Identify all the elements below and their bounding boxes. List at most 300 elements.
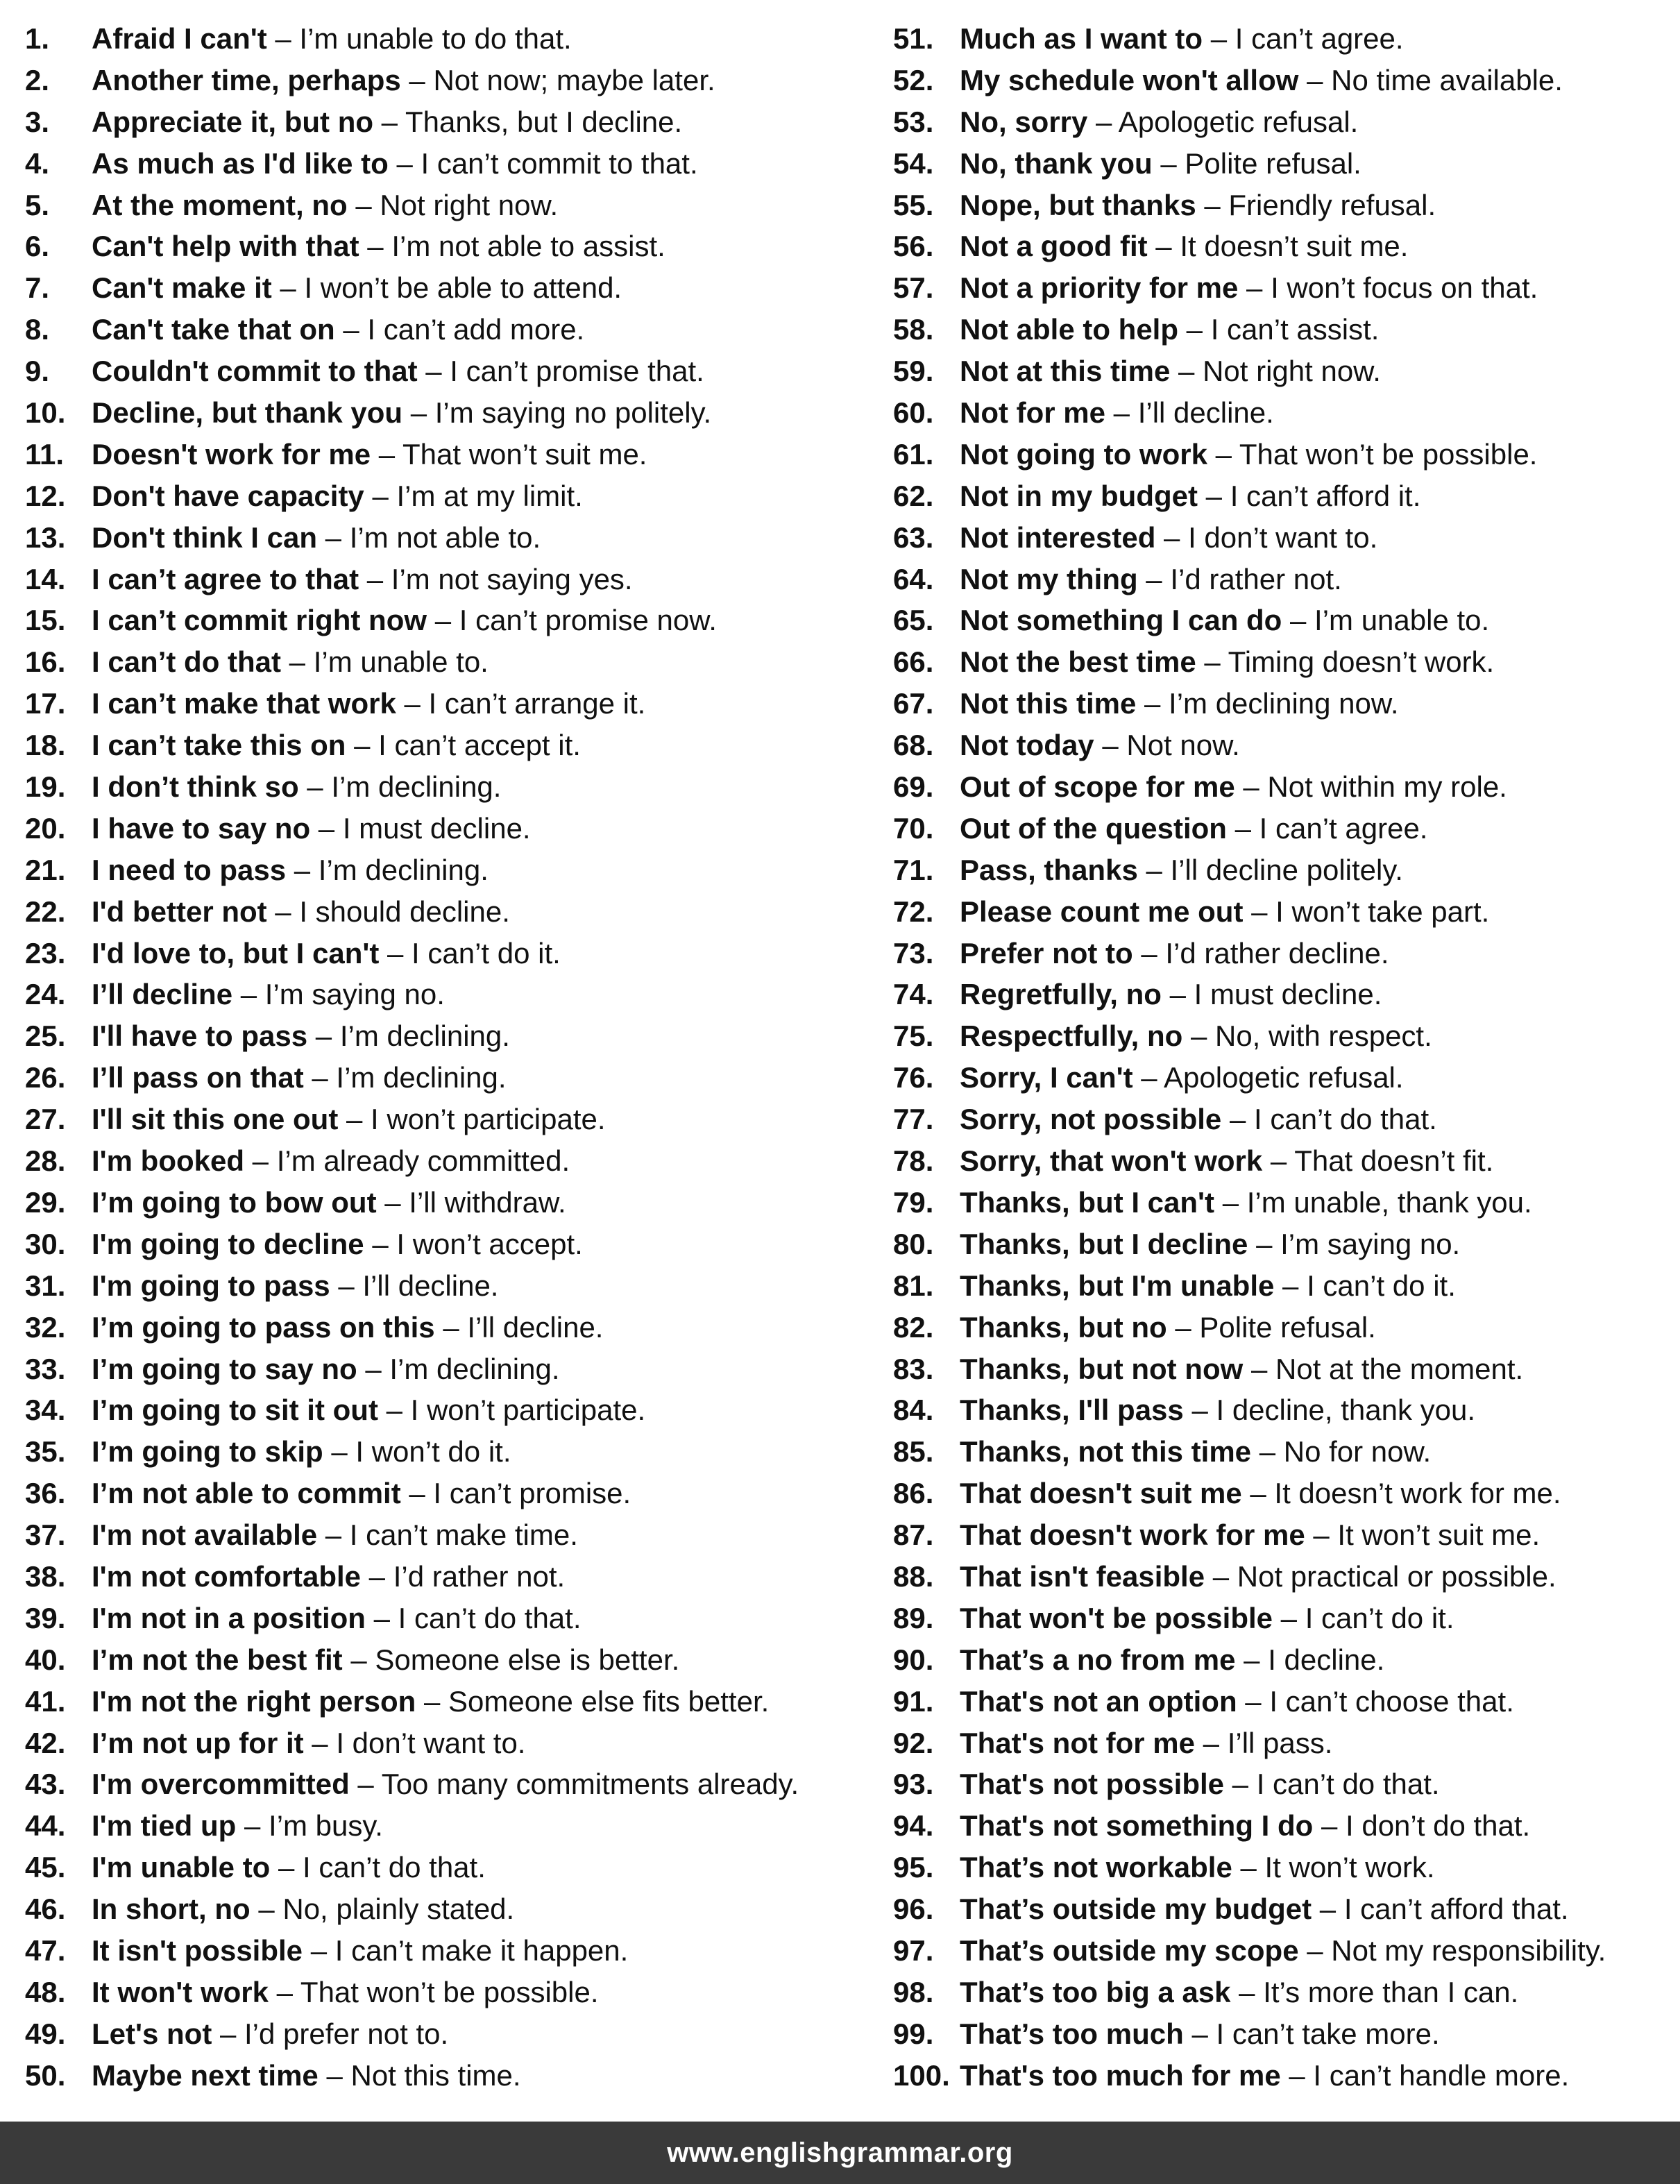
item-meaning: I’d rather not. (1170, 562, 1342, 595)
item-number: 22. (25, 895, 66, 928)
item-number: 70. (893, 811, 934, 845)
item-number: 75. (893, 1019, 934, 1053)
item-phrase: I'm not in a position (92, 1601, 366, 1634)
item-meaning: I’m declining. (339, 1019, 510, 1053)
item-separator: – (1273, 1601, 1305, 1634)
item-text (92, 1727, 525, 1759)
item-number: 78. (893, 1144, 934, 1178)
item-phrase: Not at this time (960, 355, 1171, 388)
item-number: 24. (25, 978, 66, 1011)
item-meaning: It doesn’t suit me. (1180, 230, 1409, 263)
item-number: 86. (893, 1477, 934, 1510)
item-number: 59. (893, 355, 934, 388)
item-text (960, 813, 1427, 844)
item-separator: – (1155, 520, 1189, 554)
item-phrase: I can’t agree to that (92, 562, 359, 595)
item-separator: – (236, 1809, 269, 1843)
item-separator: – (281, 645, 314, 679)
item-separator: – (298, 770, 332, 804)
item-meaning: I decline, thank you. (1216, 1394, 1476, 1427)
item-phrase: I'll have to pass (92, 1019, 308, 1053)
item-meaning: I don’t want to. (1188, 520, 1378, 554)
item-separator: – (1280, 2058, 1314, 2092)
item-text (960, 480, 1420, 511)
item-number: 39. (25, 1601, 66, 1634)
item-separator: – (1195, 1726, 1228, 1759)
item-number: 60. (893, 396, 934, 430)
item-phrase: I'm not the right person (92, 1684, 416, 1718)
item-phrase: That’s a no from me (960, 1643, 1236, 1676)
item-text (92, 979, 445, 1010)
item-text (92, 1020, 510, 1051)
item-separator: – (1251, 1435, 1284, 1468)
item-text (960, 1312, 1376, 1343)
item-separator: – (1298, 63, 1332, 96)
item-meaning: I can’t do it. (1305, 1601, 1454, 1634)
item-separator: – (1226, 811, 1259, 845)
item-phrase: Couldn't commit to that (92, 355, 418, 388)
item-separator: – (232, 978, 265, 1011)
item-meaning: I’d prefer not to. (244, 2017, 449, 2050)
item-separator: – (317, 520, 350, 554)
item-phrase: That won't be possible (960, 1601, 1273, 1634)
item-phrase: No, thank you (960, 146, 1153, 180)
item-phrase: That's not possible (960, 1768, 1225, 1801)
item-separator: – (365, 1601, 398, 1634)
item-number: 89. (893, 1601, 934, 1634)
item-meaning: Not now. (1126, 729, 1240, 762)
item-text (92, 1768, 799, 1800)
item-meaning: I can’t afford it. (1230, 479, 1421, 512)
item-separator: – (1105, 396, 1138, 430)
item-number: 69. (893, 770, 934, 804)
item-text (960, 1644, 1384, 1675)
item-text (92, 854, 489, 886)
item-phrase: Not a good fit (960, 230, 1148, 263)
item-phrase: I can’t commit right now (92, 604, 427, 637)
item-meaning: Not at the moment. (1275, 1352, 1524, 1385)
item-separator: – (1170, 355, 1203, 388)
item-number: 37. (25, 1518, 66, 1552)
item-phrase: I'd love to, but I can't (92, 936, 380, 970)
item-phrase: Another time, perhaps (92, 63, 401, 96)
item-meaning: I’m at my limit. (396, 479, 583, 512)
item-phrase: I'm booked (92, 1144, 245, 1178)
item-number: 12. (25, 479, 66, 512)
item-separator: – (212, 2017, 245, 2050)
item-number: 82. (893, 1310, 934, 1344)
item-separator: – (427, 604, 459, 637)
item-phrase: Thanks, but no (960, 1310, 1167, 1344)
item-separator: – (270, 1851, 303, 1884)
item-phrase: That’s not workable (960, 1851, 1232, 1884)
item-separator: – (338, 1103, 371, 1136)
item-text (960, 938, 1389, 969)
item-text (960, 1436, 1431, 1467)
item-text (92, 1228, 583, 1260)
item-meaning: I can’t afford that. (1343, 1893, 1569, 1926)
item-meaning: I won’t participate. (371, 1103, 606, 1136)
item-meaning: Too many commitments already. (381, 1768, 799, 1801)
item-meaning: I’m declining now. (1169, 687, 1399, 720)
item-text (92, 2018, 448, 2049)
item-meaning: I’m declining. (336, 1061, 507, 1094)
item-meaning: Thanks, but I decline. (405, 105, 683, 138)
item-phrase: Appreciate it, but no (92, 105, 374, 138)
item-separator: – (1230, 1975, 1264, 2008)
item-phrase: Prefer not to (960, 936, 1133, 970)
item-number: 79. (893, 1185, 934, 1219)
item-number: 5. (25, 188, 50, 221)
item-number: 72. (893, 895, 934, 928)
item-separator: – (317, 1518, 350, 1552)
item-text (92, 771, 501, 802)
item-meaning: I’ll decline. (362, 1269, 499, 1302)
item-text (92, 439, 647, 470)
item-text (92, 1145, 570, 1176)
item-phrase: Maybe next time (92, 2058, 319, 2092)
item-number: 87. (893, 1518, 934, 1552)
item-separator: – (364, 479, 397, 512)
item-number: 7. (25, 271, 50, 305)
item-phrase: That doesn't work for me (960, 1518, 1305, 1552)
item-number: 51. (893, 22, 934, 55)
item-number: 14. (25, 562, 66, 595)
item-meaning: I can’t do it. (1307, 1269, 1456, 1302)
item-phrase: Thanks, not this time (960, 1435, 1252, 1468)
item-separator: – (349, 1768, 382, 1801)
item-number: 15. (25, 604, 66, 637)
item-phrase: I'm not comfortable (92, 1559, 362, 1593)
item-number: 38. (25, 1559, 66, 1593)
item-meaning: I’m saying no politely. (434, 396, 712, 430)
item-meaning: That won’t be possible. (1239, 437, 1538, 471)
item-text (960, 771, 1507, 802)
item-number: 33. (25, 1352, 66, 1385)
item-meaning: I must decline. (342, 811, 531, 845)
item-phrase: Not something I can do (960, 604, 1282, 637)
item-text (92, 1686, 769, 1717)
item-text (960, 896, 1489, 927)
item-separator: – (379, 936, 412, 970)
item-text (960, 729, 1240, 761)
item-number: 92. (893, 1726, 934, 1759)
item-separator: – (1243, 895, 1276, 928)
item-phrase: No, sorry (960, 105, 1088, 138)
item-separator: – (1232, 1851, 1265, 1884)
item-meaning: I’m declining. (318, 853, 489, 886)
item-separator: – (1305, 1518, 1338, 1552)
item-separator: – (1234, 770, 1268, 804)
item-phrase: I'm not available (92, 1518, 318, 1552)
item-phrase: Regretfully, no (960, 978, 1162, 1011)
item-text (960, 1893, 1569, 1924)
item-phrase: It won't work (92, 1975, 269, 2008)
item-text (92, 1644, 679, 1675)
item-text (92, 1810, 383, 1841)
item-meaning: I won’t focus on that. (1271, 271, 1538, 305)
item-number: 18. (25, 729, 66, 762)
item-number: 63. (893, 520, 934, 554)
item-text (960, 854, 1403, 886)
item-separator: – (416, 1684, 449, 1718)
item-number: 56. (893, 230, 934, 263)
item-separator: – (1183, 2017, 1216, 2050)
item-number: 48. (25, 1975, 66, 2008)
item-meaning: I don’t want to. (336, 1726, 526, 1759)
item-text (92, 23, 572, 54)
item-phrase: Thanks, I'll pass (960, 1394, 1184, 1427)
item-text (92, 148, 698, 179)
item-number: 67. (893, 687, 934, 720)
item-number: 27. (25, 1103, 66, 1136)
item-text (960, 230, 1408, 262)
item-meaning: I’d rather not. (393, 1559, 566, 1593)
item-meaning: I won’t do it. (355, 1435, 511, 1468)
item-phrase: That’s outside my budget (960, 1893, 1312, 1926)
item-separator: – (342, 1643, 375, 1676)
item-meaning: I’ll decline. (1137, 396, 1274, 430)
item-text (92, 397, 711, 428)
item-text (960, 1187, 1532, 1218)
item-meaning: I’m busy. (269, 1809, 383, 1843)
item-meaning: I’m unable, thank you. (1246, 1185, 1532, 1219)
item-number: 46. (25, 1893, 66, 1926)
item-number: 93. (893, 1768, 934, 1801)
item-meaning: That doesn’t fit. (1294, 1144, 1494, 1178)
item-text (92, 65, 715, 96)
item-number: 41. (25, 1684, 66, 1718)
item-number: 25. (25, 1019, 66, 1053)
item-separator: – (330, 1269, 363, 1302)
item-text (960, 65, 1563, 96)
item-text (960, 189, 1436, 221)
item-phrase: Please count me out (960, 895, 1244, 928)
item-text (960, 1394, 1475, 1425)
item-number: 10. (25, 396, 66, 430)
item-text (960, 439, 1537, 470)
item-meaning: Someone else fits better. (448, 1684, 770, 1718)
item-meaning: I decline. (1268, 1643, 1385, 1676)
item-phrase: I’m not able to commit (92, 1477, 401, 1510)
item-number: 74. (893, 978, 934, 1011)
item-number: 42. (25, 1726, 66, 1759)
item-separator: – (1224, 1768, 1257, 1801)
item-text (92, 1394, 645, 1425)
item-text (960, 23, 1404, 54)
item-text (92, 688, 645, 719)
item-number: 44. (25, 1809, 66, 1843)
item-separator: – (371, 437, 402, 471)
item-phrase: Can't take that on (92, 313, 335, 346)
item-meaning: Not now; maybe later. (433, 63, 715, 96)
item-number: 96. (893, 1893, 934, 1926)
item-separator: – (1214, 1185, 1247, 1219)
item-meaning: I’m already committed. (276, 1144, 570, 1178)
item-meaning: Timing doesn’t work. (1228, 645, 1495, 679)
item-number: 58. (893, 313, 934, 346)
item-number: 73. (893, 936, 934, 970)
item-phrase: I'm going to pass (92, 1269, 330, 1302)
item-phrase: I’m going to skip (92, 1435, 323, 1468)
item-phrase: Thanks, but I can't (960, 1185, 1215, 1219)
item-phrase: I'm unable to (92, 1851, 271, 1884)
item-meaning: I must decline. (1194, 978, 1382, 1011)
item-text (92, 938, 561, 969)
item-number: 13. (25, 520, 66, 554)
item-text (960, 2018, 1440, 2049)
item-number: 20. (25, 811, 66, 845)
item-phrase: That doesn't suit me (960, 1477, 1242, 1510)
item-separator: – (1161, 978, 1194, 1011)
item-meaning: I can’t choose that. (1269, 1684, 1514, 1718)
item-text (960, 1686, 1514, 1717)
item-phrase: Not able to help (960, 313, 1178, 346)
item-separator: – (303, 1726, 337, 1759)
item-number: 31. (25, 1269, 66, 1302)
item-meaning: I can’t do it. (411, 936, 561, 970)
item-separator: – (1313, 1809, 1346, 1843)
item-meaning: Apologetic refusal. (1118, 105, 1359, 138)
item-separator: – (1087, 105, 1119, 138)
item-number: 8. (25, 313, 50, 346)
item-phrase: I can’t do that (92, 645, 281, 679)
item-separator: – (402, 396, 435, 430)
item-number: 76. (893, 1061, 934, 1094)
item-phrase: I'd better not (92, 895, 267, 928)
item-phrase: I need to pass (92, 853, 287, 886)
item-text (960, 2060, 1569, 2091)
item-phrase: Sorry, that won't work (960, 1144, 1263, 1178)
item-separator: – (303, 1933, 335, 1967)
item-separator: – (1235, 1643, 1269, 1676)
item-meaning: I’m saying no. (1280, 1227, 1461, 1260)
item-text (92, 1478, 631, 1509)
item-phrase: Afraid I can't (92, 22, 267, 55)
item-separator: – (1197, 479, 1230, 512)
item-text (92, 1187, 566, 1218)
item-meaning: Not practical or possible. (1237, 1559, 1556, 1593)
item-meaning: I’m declining. (389, 1352, 560, 1385)
item-text (960, 688, 1399, 719)
item-meaning: Apologetic refusal. (1164, 1061, 1404, 1094)
item-separator: – (1262, 1144, 1295, 1178)
item-text (92, 1602, 582, 1634)
item-phrase: Not the best time (960, 645, 1196, 679)
item-separator: – (1274, 1269, 1307, 1302)
item-separator: – (434, 1310, 468, 1344)
item-meaning: I can’t agree. (1259, 811, 1428, 845)
item-phrase: I don’t think so (92, 770, 299, 804)
item-text (960, 1727, 1332, 1759)
item-text (960, 106, 1358, 137)
item-separator: – (266, 895, 300, 928)
item-meaning: I can’t make time. (349, 1518, 578, 1552)
item-text (960, 1353, 1523, 1385)
item-phrase: I'm tied up (92, 1809, 237, 1843)
item-phrase: I can’t make that work (92, 687, 396, 720)
item-separator: – (1298, 1933, 1332, 1967)
item-phrase: That isn't feasible (960, 1559, 1205, 1593)
item-separator: – (244, 1144, 277, 1178)
item-number: 84. (893, 1394, 934, 1427)
item-meaning: No, with respect. (1214, 1019, 1432, 1053)
item-text (92, 1561, 565, 1592)
item-text (92, 272, 622, 303)
item-separator: – (334, 313, 368, 346)
item-number: 95. (893, 1851, 934, 1884)
item-text (960, 1768, 1440, 1800)
item-phrase: That’s too big a ask (960, 1975, 1231, 2008)
item-meaning: It won’t work. (1264, 1851, 1435, 1884)
item-separator: – (373, 105, 405, 138)
item-phrase: Let's not (92, 2017, 212, 2050)
item-number: 17. (25, 687, 66, 720)
item-text (92, 480, 583, 511)
item-phrase: Not today (960, 729, 1094, 762)
item-phrase: That’s too much (960, 2017, 1184, 2050)
item-text (92, 1852, 486, 1883)
item-meaning: I can’t take more. (1216, 2017, 1440, 2050)
item-separator: – (1196, 645, 1228, 679)
item-phrase: Not my thing (960, 562, 1138, 595)
item-number: 29. (25, 1185, 66, 1219)
item-separator: – (1203, 22, 1235, 55)
item-number: 66. (893, 645, 934, 679)
item-text (960, 604, 1489, 636)
item-meaning: I can’t do that. (398, 1601, 582, 1634)
item-separator: – (271, 271, 305, 305)
footer-url[interactable]: www.englishgrammar.org (667, 2137, 1013, 2168)
item-meaning: That won’t suit me. (402, 437, 647, 471)
item-separator: – (1182, 1019, 1215, 1053)
item-phrase: I'm overcommitted (92, 1768, 350, 1801)
item-number: 28. (25, 1144, 66, 1178)
item-phrase: Not this time (960, 687, 1137, 720)
item-text (960, 564, 1342, 595)
item-meaning: It’s more than I can. (1263, 1975, 1519, 2008)
item-number: 49. (25, 2017, 66, 2050)
item-number: 98. (893, 1975, 934, 2008)
item-meaning: I can’t promise. (433, 1477, 631, 1510)
item-text (92, 1103, 606, 1135)
item-phrase: Doesn't work for me (92, 437, 371, 471)
item-number: 100. (893, 2058, 950, 2092)
item-separator: – (346, 729, 379, 762)
item-meaning: I’ll withdraw. (409, 1185, 566, 1219)
item-separator: – (1237, 1684, 1270, 1718)
item-separator: – (1137, 562, 1171, 595)
item-meaning: No, plainly stated. (282, 1893, 515, 1926)
item-phrase: Sorry, not possible (960, 1103, 1222, 1136)
item-number: 3. (25, 105, 50, 138)
item-separator: – (400, 63, 434, 96)
item-text (960, 1145, 1493, 1176)
item-text (960, 1228, 1460, 1260)
item-separator: – (364, 1227, 397, 1260)
item-separator: – (1132, 1061, 1164, 1094)
item-text (92, 729, 581, 761)
item-text (92, 1935, 628, 1966)
item-meaning: I won’t be able to attend. (304, 271, 622, 305)
item-meaning: Someone else is better. (375, 1643, 680, 1676)
item-number: 54. (893, 146, 934, 180)
item-number: 19. (25, 770, 66, 804)
item-separator: – (1094, 729, 1127, 762)
item-meaning: No time available. (1331, 63, 1563, 96)
item-separator: – (1221, 1103, 1254, 1136)
item-phrase: Not interested (960, 520, 1156, 554)
